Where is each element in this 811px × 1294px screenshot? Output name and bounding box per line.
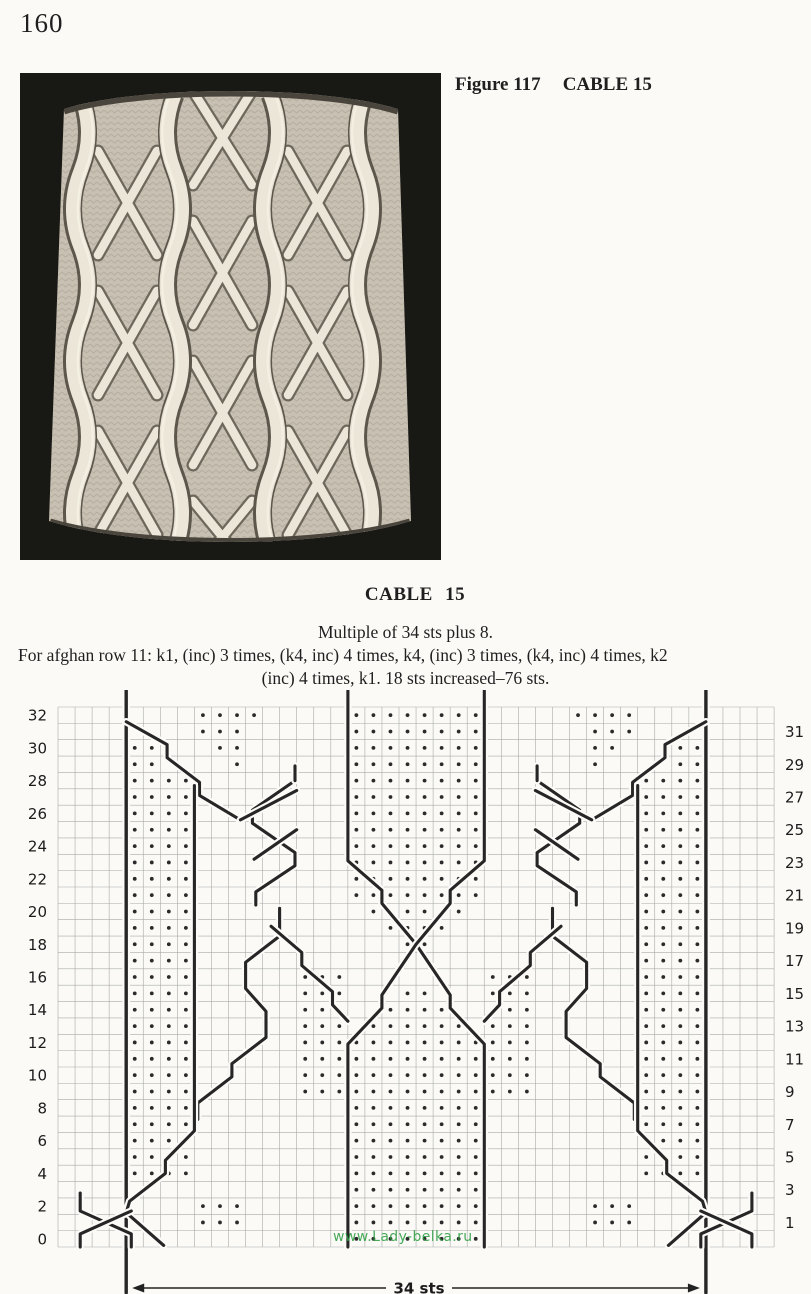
repeat-arrow: [132, 1280, 700, 1294]
svg-text:18: 18: [27, 935, 47, 954]
figure-title: CABLE 15: [562, 74, 652, 95]
svg-text:28: 28: [27, 772, 47, 791]
watermark: www.Lady-belka.ru: [333, 1229, 473, 1245]
svg-text:21: 21: [785, 886, 805, 905]
svg-text:22: 22: [27, 870, 47, 889]
increase-line: (inc) 4 times, k1. 18 sts increased–76 sts.: [261, 668, 550, 688]
figure-caption: [455, 74, 652, 96]
svg-text:5: 5: [785, 1148, 795, 1167]
svg-text:0: 0: [37, 1230, 47, 1249]
svg-text:27: 27: [785, 788, 805, 807]
svg-text:13: 13: [785, 1017, 805, 1036]
svg-text:15: 15: [785, 984, 805, 1003]
svg-text:32: 32: [27, 706, 47, 725]
svg-text:31: 31: [785, 723, 805, 742]
svg-text:26: 26: [27, 804, 47, 823]
svg-text:16: 16: [27, 968, 47, 987]
svg-text:25: 25: [785, 821, 805, 840]
svg-text:24: 24: [27, 837, 47, 856]
svg-text:11: 11: [785, 1050, 805, 1069]
svg-text:9: 9: [785, 1083, 795, 1102]
figure-label: Figure 117: [455, 74, 541, 95]
svg-text:19: 19: [785, 919, 805, 938]
page-number: 160: [20, 8, 64, 38]
svg-text:6: 6: [37, 1132, 47, 1151]
svg-text:4: 4: [37, 1164, 47, 1183]
swatch-photo: [20, 73, 441, 560]
svg-text:23: 23: [785, 853, 805, 872]
svg-text:1: 1: [785, 1213, 795, 1232]
svg-text:17: 17: [785, 952, 805, 971]
svg-text:8: 8: [37, 1099, 47, 1118]
svg-text:30: 30: [27, 739, 47, 758]
svg-text:12: 12: [27, 1033, 47, 1052]
pattern-heading: CABLE 15: [364, 584, 466, 605]
afghan-row-line: For afghan row 11: k1, (inc) 3 times, (k4, inc) 4 times, k4, (inc) 3 times, (k4, inc) 4 times, k2: [18, 645, 668, 665]
svg-text:3: 3: [785, 1181, 795, 1200]
swatch-photo-art: [20, 73, 441, 560]
repeat-label: 34 sts: [393, 1279, 445, 1294]
svg-text:7: 7: [785, 1115, 795, 1134]
svg-text:10: 10: [27, 1066, 47, 1085]
multiple-line: Multiple of 34 sts plus 8.: [317, 622, 493, 642]
svg-text:20: 20: [27, 903, 47, 922]
cable-chart: [0, 690, 811, 1294]
svg-text:14: 14: [27, 1001, 47, 1020]
svg-text:2: 2: [37, 1197, 47, 1216]
svg-text:29: 29: [785, 755, 805, 774]
